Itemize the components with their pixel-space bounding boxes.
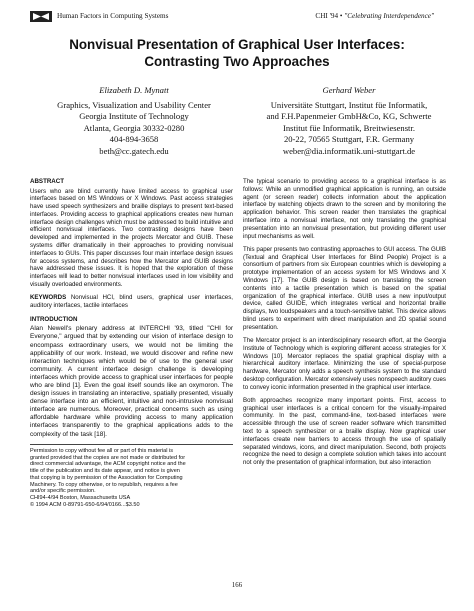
footnote-line: CHI94-4/94 Boston, Massachusetts USA (30, 494, 131, 501)
copyright-footnote (30, 444, 233, 508)
phone-number: 404-894-3658 (109, 134, 159, 145)
body-paragraph: The typical scenario to providing access to a graphical interface is as follows: While an unmodified graphical application is running, an outside agent (or screen reader) collects information about the application interface by watching objects drawn to the screen and by monitoring the application behavior. This screen reader then translates the graphical interface into a nonvisual interface, not only translating the graphical presentation into an nonvisual presentation, but providing different user input mechanisms as well. (243, 178, 446, 240)
affiliation-line: Universitäte Stuttgart, Institut füe Informatik, (270, 99, 428, 110)
author-name: Elizabeth D. Mynatt (99, 85, 169, 95)
conference-theme: "Celebrating Interdependence" (344, 12, 434, 20)
body-paragraph: The Mercator project is an interdisciplinary research effort, at the Georgia Institute of Technology which is exploring different access strategies for X Windows [10]. Mercator replaces the spatial graphical display with a hierarchical auditory interface. Minimizing the use of special-purpose hardware, Mercator only adds a speech synthesis system to the standard desktop configuration. Mercator extensively uses nonspeech auditory cues to convey iconic information presented in the graphical user interface. (243, 336, 446, 391)
title-line: Nonvisual Presentation of Graphical User Interfaces: (69, 37, 405, 52)
right-column (243, 178, 446, 472)
abstract-heading: ABSTRACT (30, 178, 65, 185)
affiliation-line: and F.H.Papenmeier GmbH&Co, KG, Schwerte (266, 111, 432, 122)
author-block-mynatt (36, 85, 232, 158)
footnote-line: © 1994 ACM 0-89791-650-6/94/0166...$3.50 (30, 501, 140, 508)
address-line: 20-22, 70565 Stuttgart, F.R. Germany (283, 134, 415, 145)
address-line: Atlanta, Georgia 30332-0280 (83, 122, 185, 133)
sigchi-logo-icon (30, 11, 52, 22)
running-header-right (315, 12, 434, 21)
introduction-text: Alan Newell's plenary address at INTERCHI '93, titled "CHI for Everyone," argued that by extending our vision of interface design to encompass extraordinary users, we would not be limiting the applicability of our work. Instead, we would discover and refine new interaction techniques which would be of use to the general user community. A current interface design challenge is developing interfaces which provide access to graphical user interfaces for people who are blind [1]. Even the goal itself sounds like an oxymoron. The design issues in translating an interactive, spatially presented, visually dense interface into an efficient, intuitive and non-intrusive nonvisual interface are numerous. Moreover, practical concerns such as using affordable hardware while providing access to many application interfaces transparently to the graphical applications adds to the complexity of the task [18]. (30, 325, 233, 438)
footnote-line: direct commercial advantage, the ACM copyright notice and the (30, 461, 186, 468)
page-number: 166 (231, 582, 243, 589)
email-address: beth@cc.gatech.edu (99, 145, 169, 156)
affiliation-line: Institut füe Informatik, Breitwiesenstr. (283, 122, 415, 133)
footnote-line: that copying is by permission of the Association for Computing (30, 474, 183, 481)
left-column (30, 178, 233, 508)
body-paragraph: This paper presents two contrasting approaches to GUI access. The GUIB (Textual and Graphical User Interfaces for Blind People) Project is a consortium of partners from six European countries which is developing a prototype implementation of an access system for MS Windows and X Windows [17]. The GUIB design is based on translating the screen contents into a tactile presentation which is based on the spatial organization of the graphical interface. GUIB uses a new input/output device, called GUIDE, which integrates vertical and horizontal braille displays, two loudspeakers and a touch-sensitive tablet. This device allows blind users to experiment with direct manipulation and 2D spatial sound presentation. (243, 245, 446, 331)
affiliation-line: Graphics, Visualization and Usability Center (57, 99, 211, 110)
footnote-line: granted provided that the copies are not made or distributed for (30, 454, 186, 461)
paper-title (20, 36, 454, 70)
footnote-line: Permission to copy without fee all or part of this material is (30, 448, 174, 455)
author-name: Gerhard Weber (322, 85, 376, 95)
abstract-text: Users who are blind currently have limited access to graphical user interfaces based on MS Windows or X Windows. Past access strategies have used speech synthesizers and braille displays to present text-based interfaces. Providing access to graphical applications creates new human interface design challenges which must be addressed to build intuitive and efficient nonvisual interfaces. Two contrasting designs have been developed and implemented in the projects Mercator and GUIB. These systems differ dramatically in their approaches to providing nonvisual interfaces to GUIs. This paper discusses four main interface design issues for access systems, and describes how the Mercator and GUIB designs have addressed these issues. It is hoped that the exploration of these interfaces will lead to better nonvisual interfaces used in low visibility and visually overloaded environments. (30, 187, 233, 289)
keywords-text: Nonvisual HCI, blind users, graphical user interfaces, auditory interfaces, tactile interfaces (30, 294, 233, 310)
title-line: Contrasting Two Approaches (144, 54, 330, 69)
keywords-paragraph (30, 294, 233, 310)
author-block-weber (246, 85, 452, 158)
keywords-label: KEYWORDS (30, 294, 67, 302)
email-address: weber@dia.informatik.uni-stuttgart.de (282, 145, 416, 156)
introduction-heading: INTRODUCTION (30, 315, 78, 323)
footnote-line: title of the publication and its date appear, and notice is given (30, 468, 180, 475)
affiliation-line: Georgia Institute of Technology (79, 111, 189, 122)
conference-label: CHI '94 • (315, 12, 343, 20)
footnote-line: Machinery. To copy otherwise, or to republish, requires a fee (30, 481, 178, 488)
footnote-line: and/or specific permission. (30, 488, 96, 495)
running-header-left: Human Factors in Computing Systems (57, 12, 169, 20)
body-paragraph: Both approaches recognize many important points. First, access to graphical user interfaces is a critical concern for the visually-impaired community. In the past, command-line, text-based interfaces were accessible through the use of screen reader software which transmitted text to a speech synthesizer or a braille display. Now graphical user interfaces create new barriers to access through the use of spatially separated windows, icons, and direct manipulation. Second, both projects recognize the need to design a complete solution which takes into account not only the presentation of graphical information, but also interaction (243, 396, 446, 467)
